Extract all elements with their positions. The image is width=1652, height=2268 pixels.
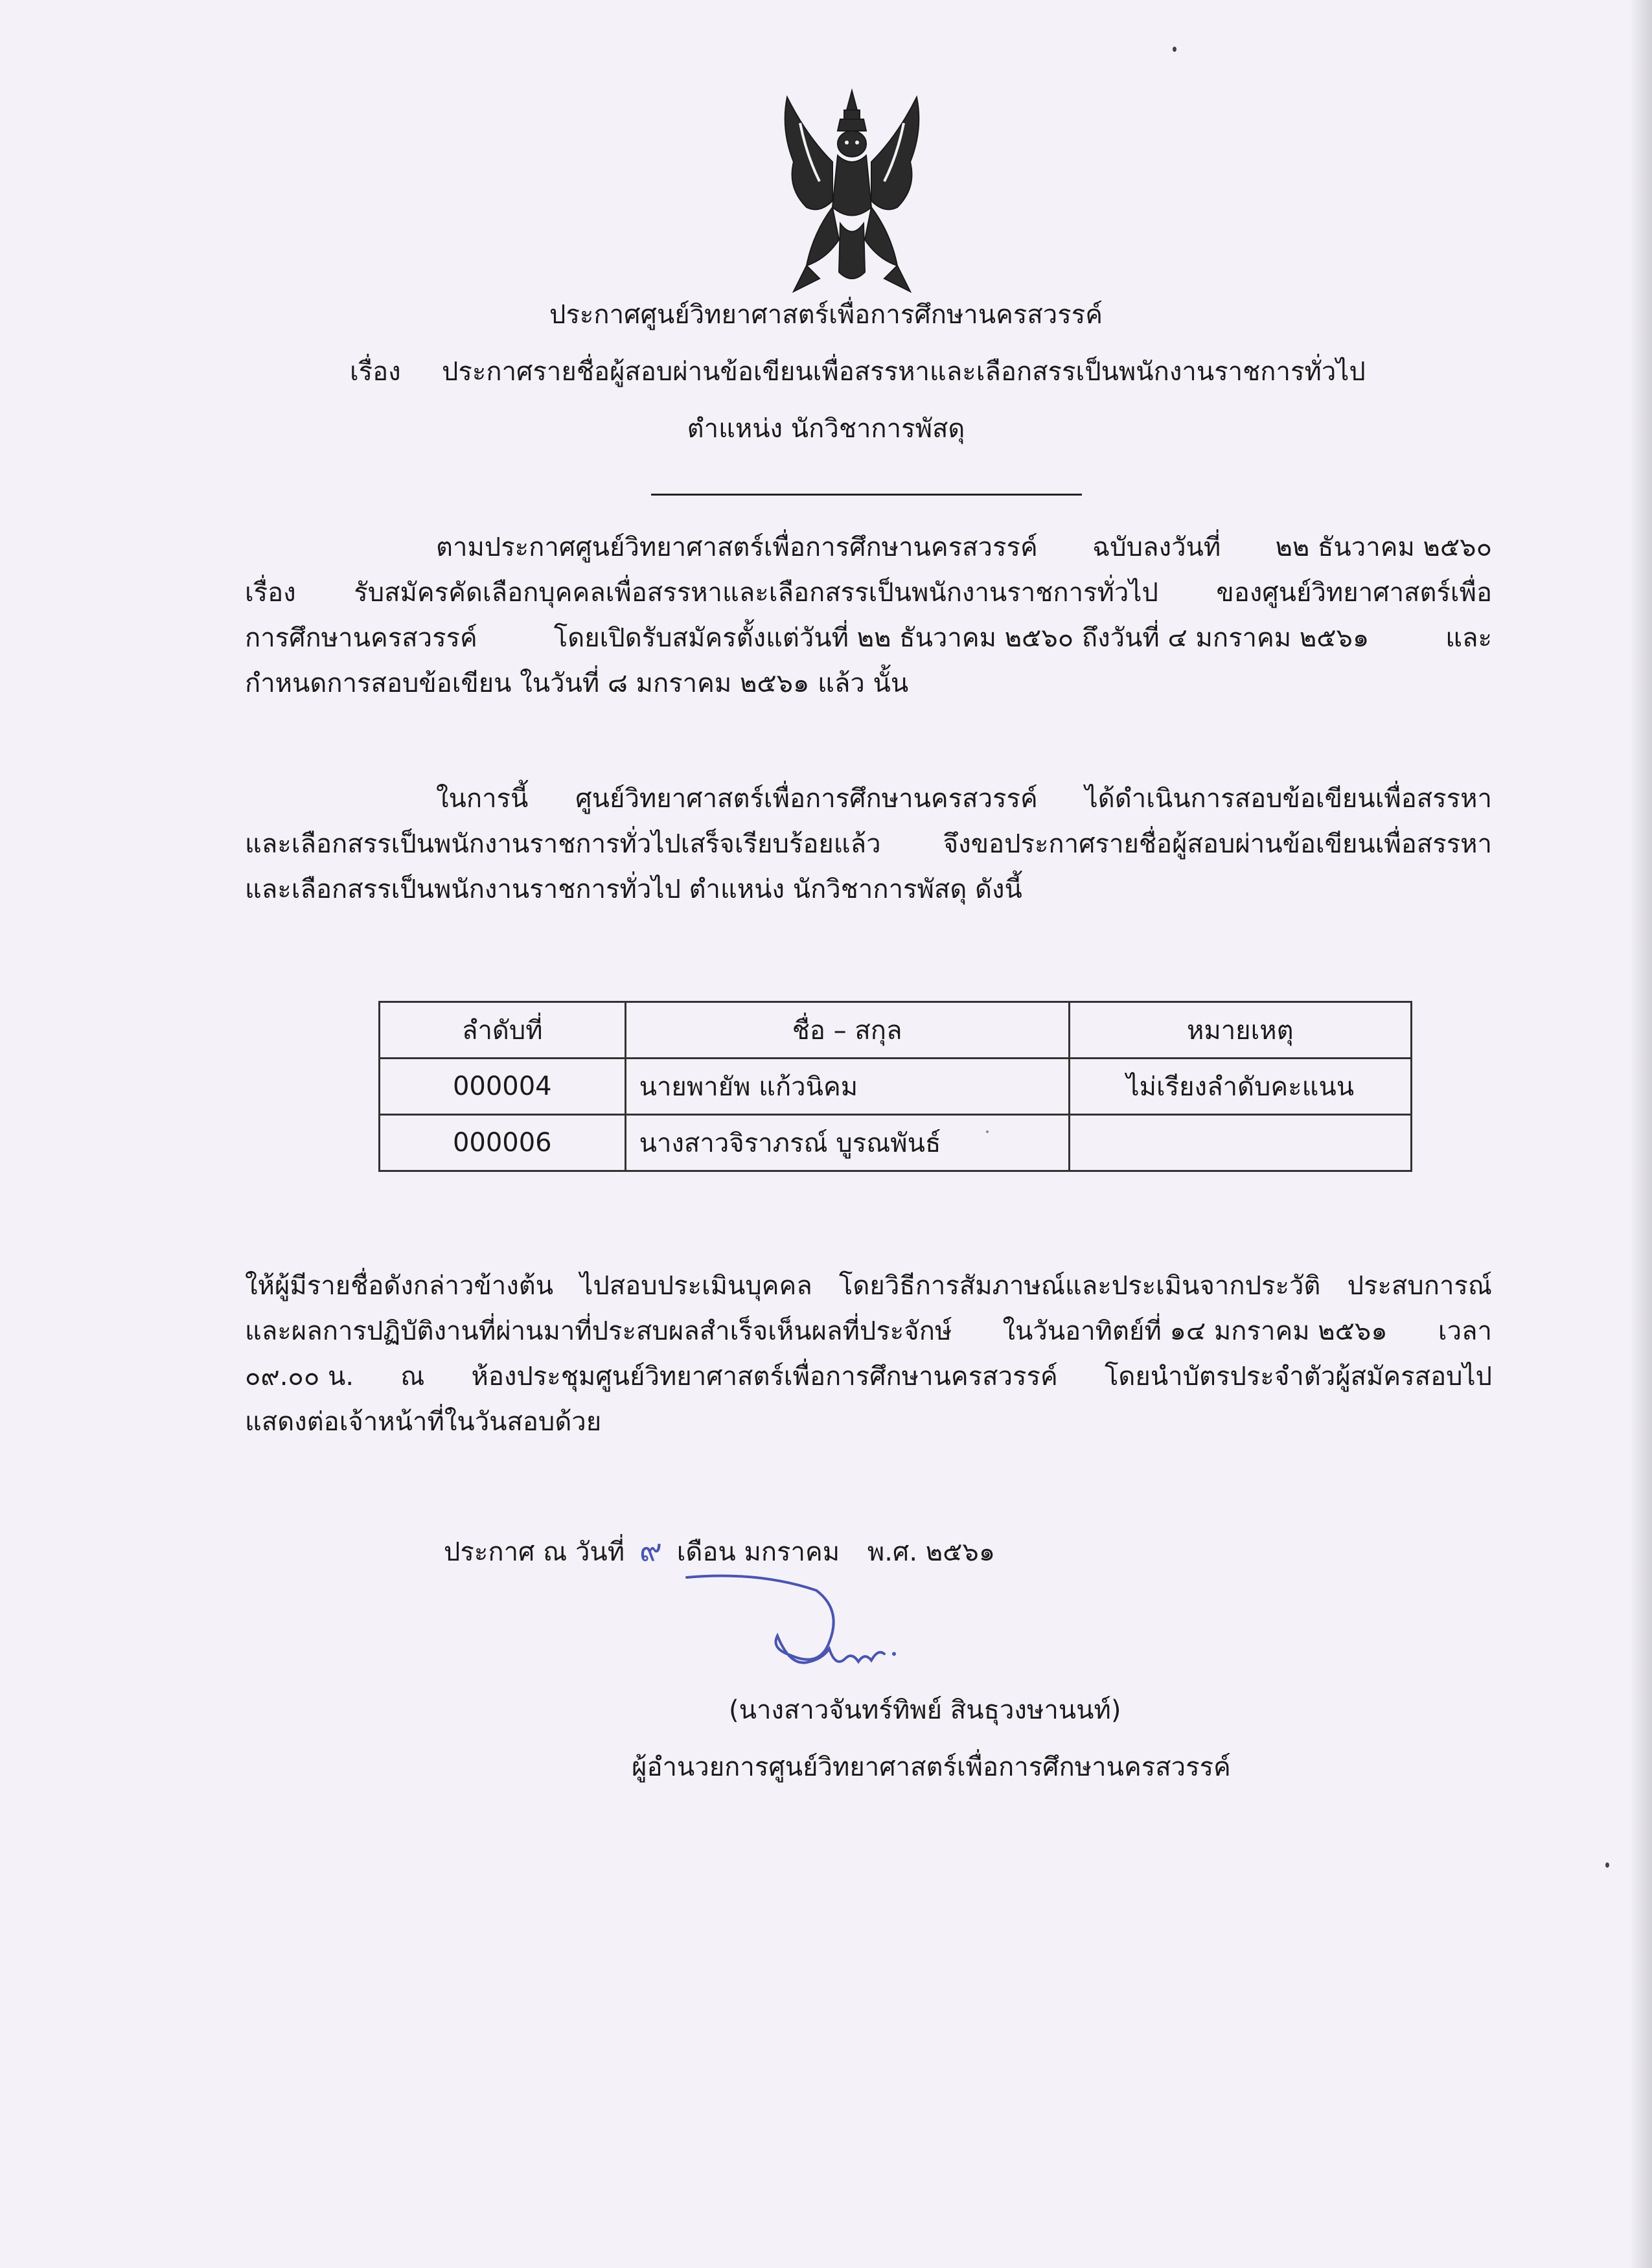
paragraph-line: กำหนดการสอบข้อเขียน ในวันที่ ๘ มกราคม ๒๕๖๑ แล้ว นั้น [245,669,909,698]
paragraph-line: ให้ผู้มีรายชื่อดังกล่าวข้างต้น ไปสอบประเมินบุคคล โดยวิธีการสัมภาษณ์และประเมินจากประวัติ ประสบการณ์ [245,1271,1492,1301]
table-row [380,1115,1412,1171]
passed-candidates-table [378,1001,1412,1172]
table-header-row [380,1002,1412,1059]
date-month: เดือน มกราคม [676,1537,840,1567]
subject-label: เรื่อง [350,357,401,387]
paper-speck [986,1130,989,1133]
page-edge-shadow [1629,0,1652,2268]
paragraph-result [245,776,1492,912]
paragraph-line: การศึกษานครสวรรค์ โดยเปิดรับสมัครตั้งแต่วันที่ ๒๒ ธันวาคม ๒๕๖๐ ถึงวันที่ ๔ มกราคม ๒๕๖๑ และ [245,623,1492,653]
paragraph-line: ในการนี้ ศูนย์วิทยาศาสตร์เพื่อการศึกษานครสวรรค์ ได้ดำเนินการสอบข้อเขียนเพื่อสรรหา [436,784,1492,814]
announcement-title: ประกาศศูนย์วิทยาศาสตร์เพื่อการศึกษานครสวรรค์ [549,300,1103,330]
column-header-order: ลำดับที่ [380,1002,626,1059]
paragraph-line: ๐๙.๐๐ น. ณ ห้องประชุมศูนย์วิทยาศาสตร์เพื่อการศึกษานครสวรรค์ โดยนำบัตรประจำตัวผู้สมัครสอบไป [245,1362,1492,1392]
date-day: ๙ [639,1532,663,1568]
paragraph-instructions [245,1263,1492,1445]
paper-speck [1605,1862,1609,1868]
header-divider [651,494,1082,496]
table-row [380,1059,1412,1115]
signatory-title: ผู้อำนวยการศูนย์วิทยาศาสตร์เพื่อการศึกษานครสวรรค์ [632,1752,1231,1782]
paragraph-line: และผลการปฏิบัติงานที่ผ่านมาที่ประสบผลสำเร็จเห็นผลที่ประจักษ์ ในวันอาทิตย์ที่ ๑๔ มกราคม ๒๕๖๑ เวลา [245,1316,1492,1346]
subject-text: ประกาศรายชื่อผู้สอบผ่านข้อเขียนเพื่อสรรหาและเลือกสรรเป็นพนักงานราชการทั่วไป [442,357,1366,387]
garuda-emblem-icon [768,84,936,298]
position-title: ตำแหน่ง นักวิชาการพัสดุ [687,414,965,444]
cell-remark: ไม่เรียงลำดับคะแนน [1069,1059,1411,1115]
date-year: พ.ศ. ๒๕๖๑ [867,1537,996,1567]
paragraph-line: และเลือกสรรเป็นพนักงานราชการทั่วไปเสร็จเรียบร้อยแล้ว จึงขอประกาศรายชื่อผู้สอบผ่านข้อเขียนเพื่อสรรหา [245,829,1492,859]
column-header-remark: หมายเหตุ [1069,1002,1411,1059]
signature-scribble [680,1571,1017,1688]
cell-name: นายพายัพ แก้วนิคม [625,1059,1069,1115]
announcement-date [444,1526,995,1575]
paragraph-line: เรื่อง รับสมัครคัดเลือกบุคคลเพื่อสรรหาและเลือกสรรเป็นพนักงานราชการทั่วไป ของศูนย์วิทยาศาสตร์เพื่อ [245,578,1492,608]
cell-order: 000004 [380,1059,626,1115]
date-prefix: ประกาศ ณ วันที่ [444,1537,625,1567]
cell-order: 000006 [380,1115,626,1171]
paragraph-intro [245,525,1492,706]
cell-remark [1069,1115,1411,1171]
paper-speck [1173,47,1176,52]
paragraph-line: แสดงต่อเจ้าหน้าที่ในวันสอบด้วย [245,1407,602,1437]
paragraph-line: และเลือกสรรเป็นพนักงานราชการทั่วไป ตำแหน่ง นักวิชาการพัสดุ ดังนี้ [245,875,1022,904]
paragraph-line: ตามประกาศศูนย์วิทยาศาสตร์เพื่อการศึกษานครสวรรค์ ฉบับลงวันที่ ๒๒ ธันวาคม ๒๕๖๐ [436,533,1492,562]
signatory-name: (นางสาวจันทร์ทิพย์ สินธุวงษานนท์) [729,1695,1121,1725]
cell-name: นางสาวจิราภรณ์ บูรณพันธ์ [625,1115,1069,1171]
column-header-name: ชื่อ – สกุล [625,1002,1069,1059]
